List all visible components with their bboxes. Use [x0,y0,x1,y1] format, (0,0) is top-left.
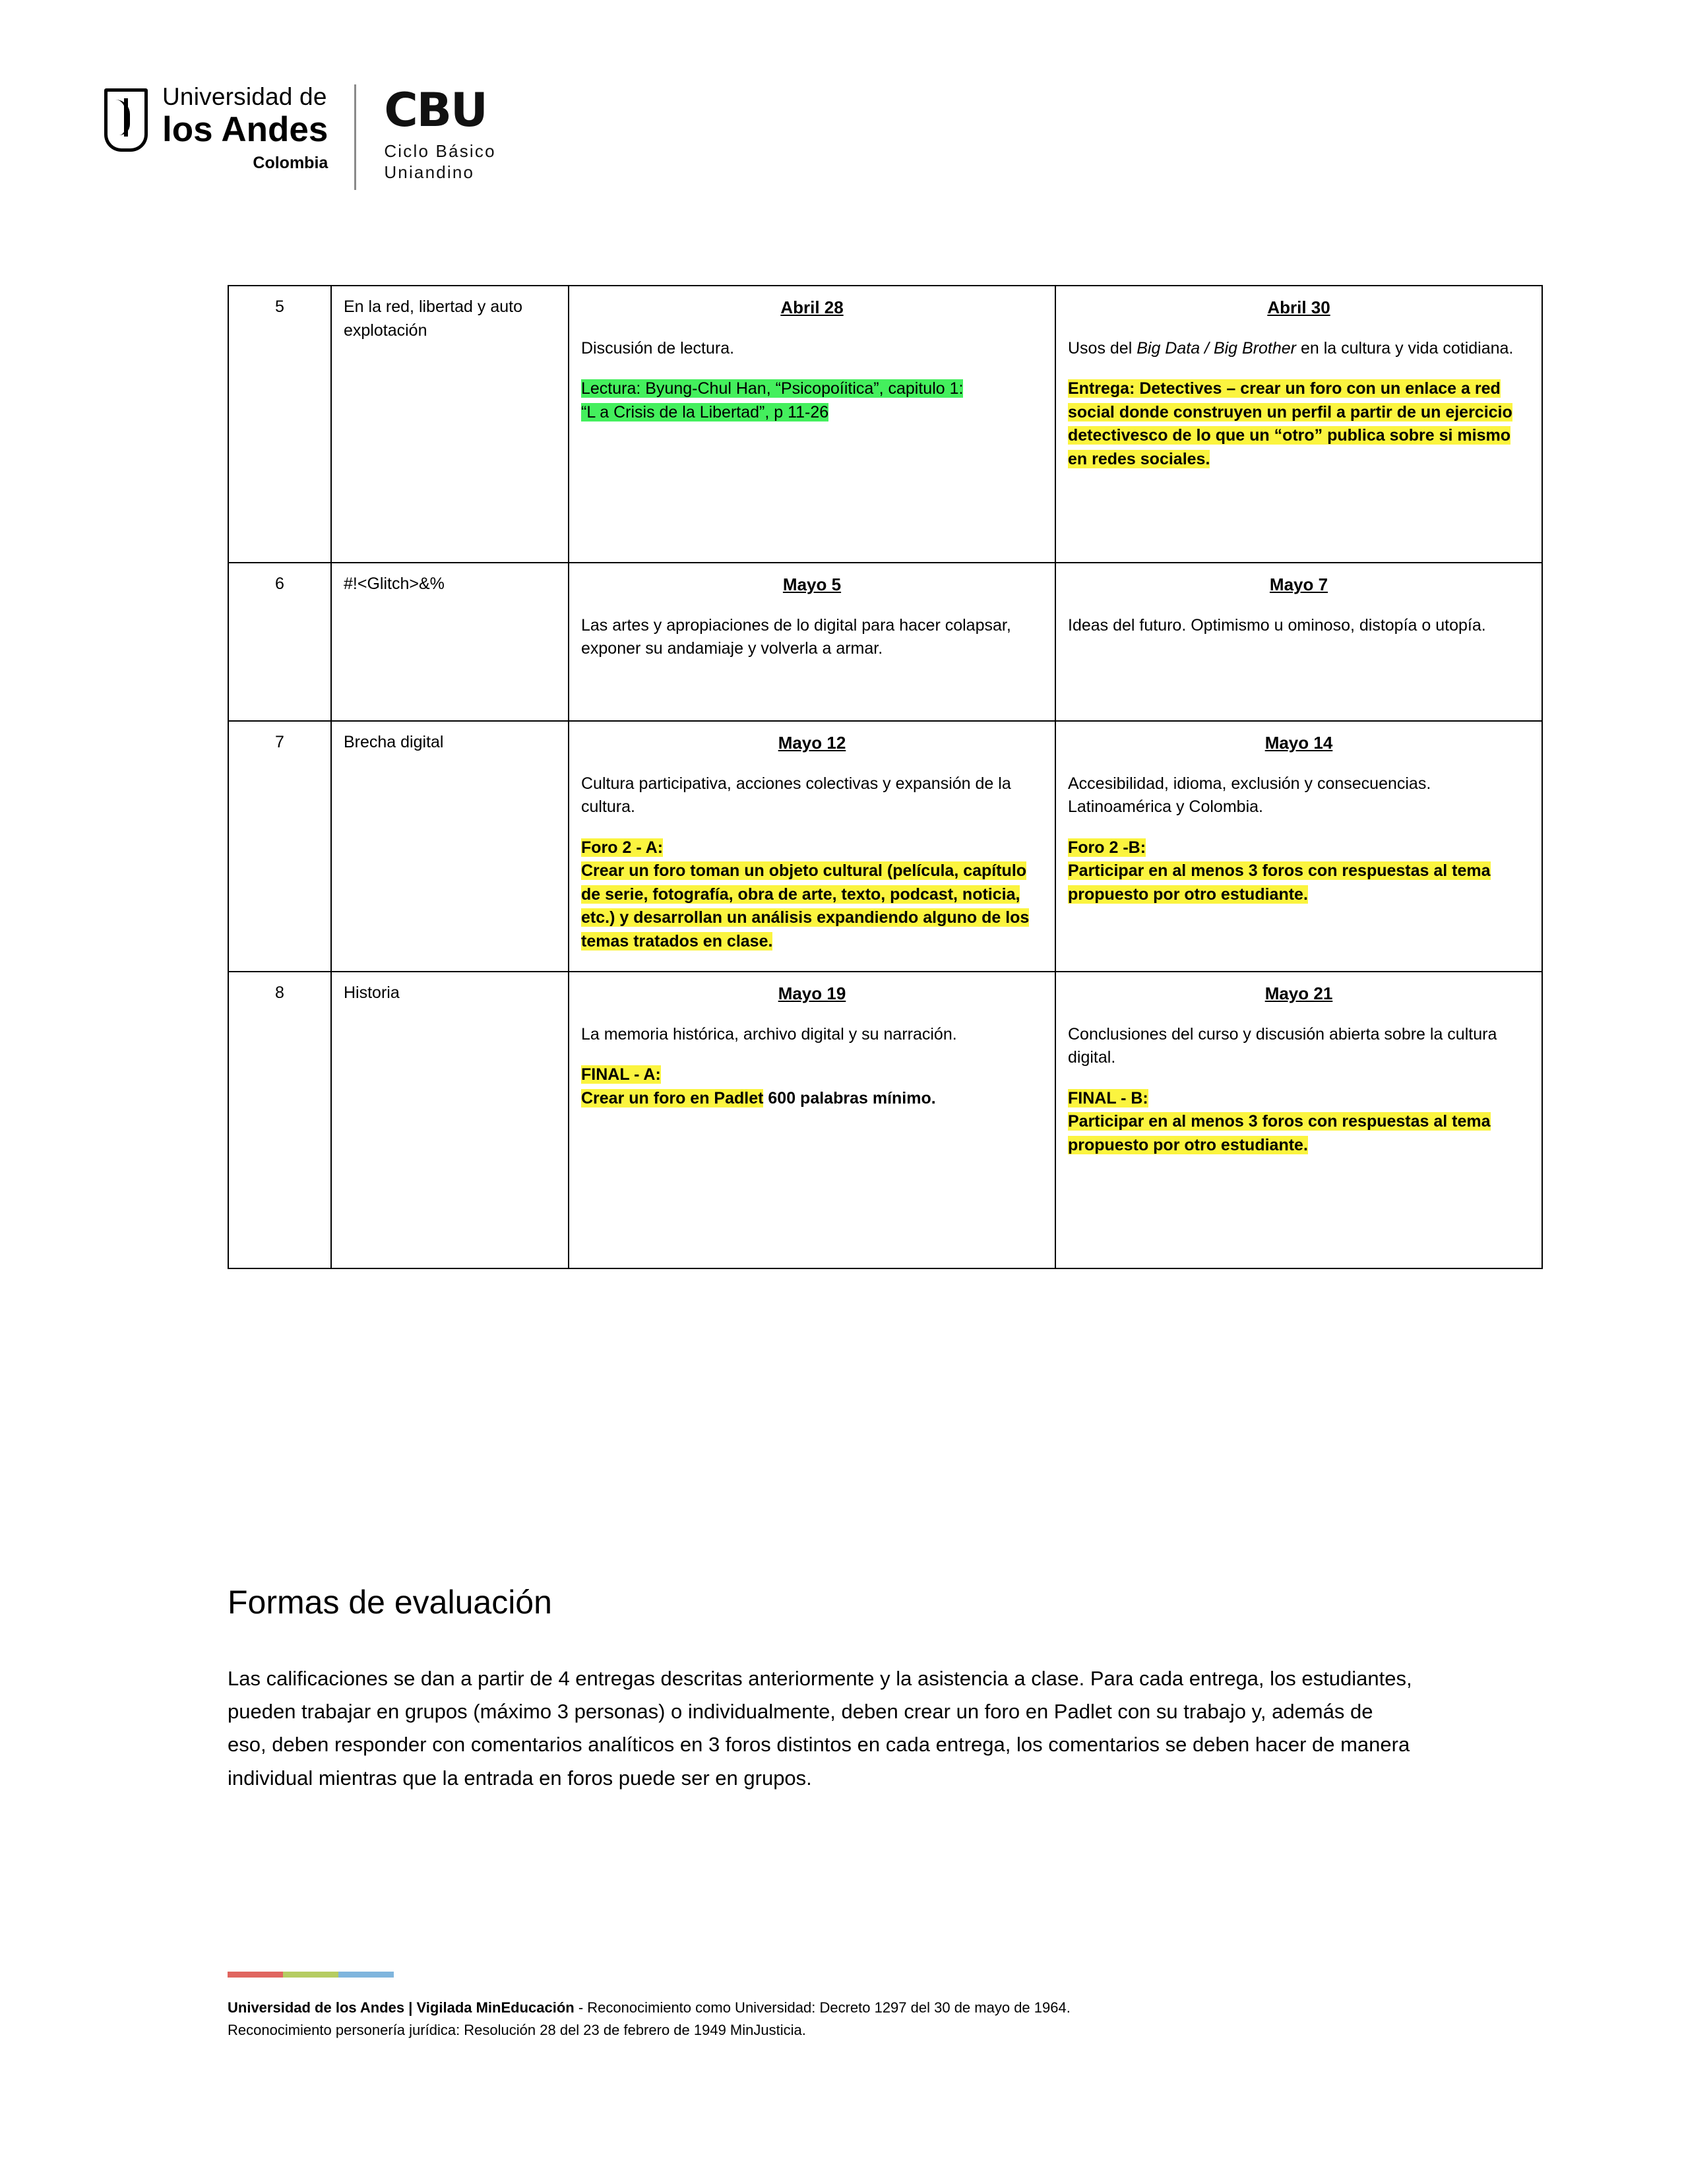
session-cell-left [569,563,1055,721]
footer-line-2: Reconocimiento personería jurídica: Resolución 28 del 23 de febrero de 1949 MinJusticia. [228,2022,806,2039]
session-cell-right [1055,286,1542,563]
week-number: 7 [228,721,331,972]
session-date: Abril 30 [1267,297,1330,317]
highlight-yellow-body: Participar en al menos 3 foros con respuestas al tema propuesto por otro estudiante. [1068,861,1491,904]
desc-post: en la cultura y vida cotidiana. [1296,338,1514,358]
table-row [228,563,1542,721]
week-topic: En la red, libertad y auto explotación [331,286,569,563]
session-description: Discusión de lectura. [581,338,735,358]
highlight-yellow-title: FINAL - B: [1068,1088,1148,1108]
highlight-yellow-title: FINAL - A: [581,1065,661,1084]
session-cell-left [569,721,1055,972]
session-description [1068,337,1530,361]
week-topic: #!<Glitch>&% [331,563,569,721]
desc-pre: Usos del [1068,338,1137,358]
session-assignment-highlight [1068,1087,1530,1158]
footer-line-1-bold: Universidad de los Andes | Vigilada MinEducación [228,1999,575,2016]
university-name-line1: Universidad de [162,83,327,110]
table-row [228,972,1542,1268]
session-cell-right [1055,563,1542,721]
table-row [228,721,1542,972]
highlight-yellow-body: Participar en al menos 3 foros con respuestas al tema propuesto por otro estudiante. [1068,1112,1491,1154]
uniandes-wordmark [162,84,328,172]
session-description: Conclusiones del curso y discusión abierta sobre la cultura digital. [1068,1024,1497,1067]
cbu-acronym: CBU [384,83,487,137]
table-row [228,286,1542,563]
week-number: 8 [228,972,331,1268]
highlight-yellow-body: Entrega: Detectives – crear un foro con un enlace a red social donde construyen un perfil a partir de un ejercicio detectivesco de lo que un “otro” publica sobre si mismo en redes sociales. [1068,379,1512,468]
cbu-line2: Uniandino [384,162,475,182]
uniandes-shield-icon [104,88,148,152]
section-title-evaluacion: Formas de evaluación [228,1584,552,1621]
week-topic: Historia [331,972,569,1268]
session-date: Mayo 5 [782,575,842,594]
session-assignment-highlight [1068,377,1530,471]
session-date: Mayo 21 [1264,983,1333,1003]
session-cell-right [1055,972,1542,1268]
footer-legal-text [228,1997,1481,2042]
session-date: Mayo 7 [1269,575,1328,594]
schedule-table-wrapper [228,285,1514,1269]
footer-line-1 [228,1997,1481,2019]
footer-bar-1 [228,1972,283,1978]
session-assignment-highlight [1068,836,1530,907]
session-date: Mayo 19 [778,983,846,1003]
session-cell-left [569,972,1055,1268]
university-country: Colombia [253,154,328,172]
highlight-green-line2: “L a Crisis de la Libertad”, p 11-26 [581,402,829,421]
highlight-yellow-title: Foro 2 -B: [1068,838,1146,857]
week-number: 6 [228,563,331,721]
session-description: La memoria histórica, archivo digital y su narración. [581,1024,957,1044]
session-assignment-highlight [581,836,1043,954]
session-assignment-highlight [581,1063,1043,1110]
week-topic: Brecha digital [331,721,569,972]
desc-italic: Big Data / Big Brother [1137,338,1297,358]
footer-bar-3 [338,1972,394,1978]
assignment-plain-tail: 600 palabras mínimo. [763,1088,936,1108]
footer-color-bars [228,1972,394,1978]
footer-bar-2 [283,1972,338,1978]
highlight-green-line1: Lectura: Byung-Chul Han, “Psicopoíitica”, capitulo 1: [581,379,964,398]
session-reading-highlight [581,377,1043,424]
session-date: Abril 28 [780,297,844,317]
session-date: Mayo 12 [778,733,846,753]
session-description: Las artes y apropiaciones de lo digital para hacer colapsar, exponer su andamiaje y volverla a armar. [581,615,1011,658]
evaluation-paragraph: Las calificaciones se dan a partir de 4 entregas descritas anteriormente y la asistencia a clase. Para cada entrega, los estudiantes, pueden trabajar en grupos (máximo 3 personas) o individualmente, deben crear un foro en Padlet con su trabajo y, además de eso, deben responder con comentarios analíticos en 3 foros distintos en cada entrega, los comentarios se deben hacer de manera individual mientras que la entrada en foros puede ser en grupos. [228,1667,1412,1790]
header-divider [354,84,356,190]
session-description: Cultura participativa, acciones colectivas y expansión de la cultura. [581,774,1011,817]
session-cell-right [1055,721,1542,972]
highlight-yellow-body: Crear un foro en Padlet [581,1088,764,1108]
cbu-line1: Ciclo Básico [384,141,496,161]
session-cell-left [569,286,1055,563]
cbu-logo [384,84,495,181]
session-date: Mayo 14 [1264,733,1333,753]
document-header [104,84,496,190]
university-name-line2: los Andes [162,110,328,149]
session-description: Accesibilidad, idioma, exclusión y consecuencias. Latinoamérica y Colombia. [1068,774,1431,817]
session-description: Ideas del futuro. Optimismo u ominoso, distopía o utopía. [1068,615,1486,635]
highlight-yellow-body: Crear un foro toman un objeto cultural (película, capítulo de serie, fotografía, obra de arte, texto, podcast, noticia, etc.) y desarrollan un análisis expandiendo alguno de los temas tratados en clase. [581,861,1030,951]
highlight-yellow-title: Foro 2 - A: [581,838,664,857]
footer-line-1-rest: - Reconocimiento como Universidad: Decreto 1297 del 30 de mayo de 1964. [574,1999,1071,2016]
week-number: 5 [228,286,331,563]
uniandes-logo [104,84,328,172]
schedule-table [228,285,1543,1269]
